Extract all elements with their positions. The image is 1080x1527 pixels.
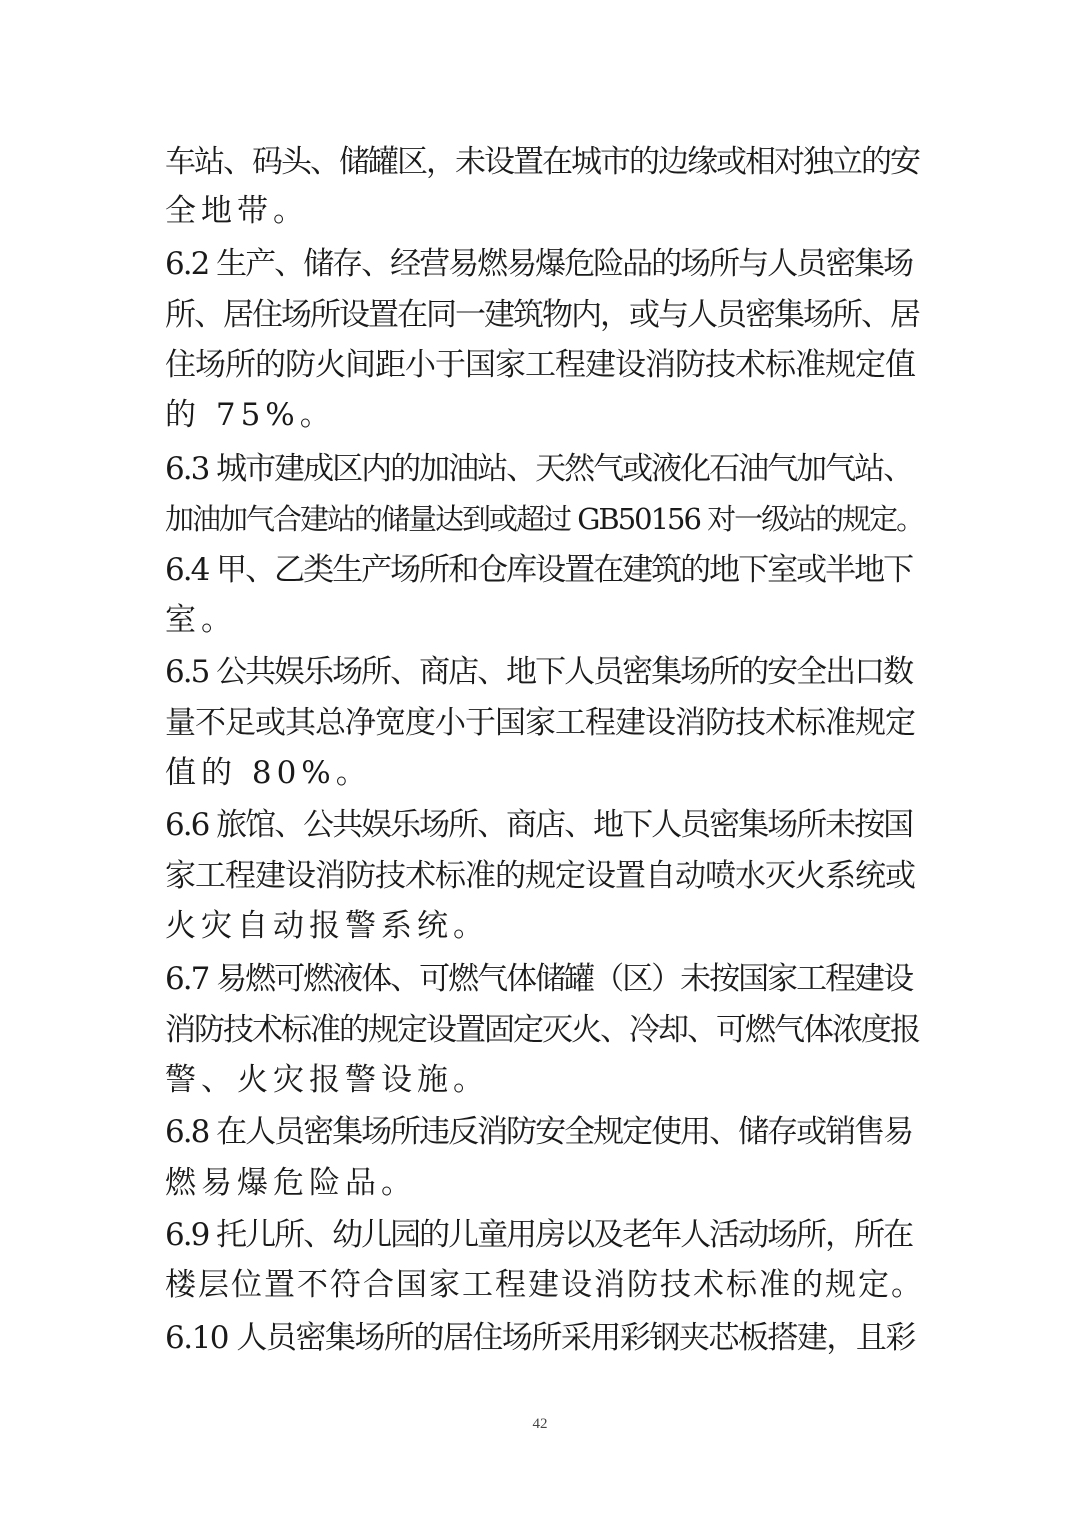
text-line: 6.10 人员密集场所的居住场所采用彩钢夹芯板搭建，且彩 bbox=[165, 1320, 915, 1356]
text-line: 警、火灾报警设施。 bbox=[165, 1062, 489, 1098]
text-line: 加油加气合建站的储量达到或超过 GB50156 对一级站的规定。 bbox=[165, 502, 924, 536]
text-line: 的 75%。 bbox=[165, 397, 336, 433]
text-line: 住场所的防火间距小于国家工程建设消防技术标准规定值 bbox=[165, 347, 915, 383]
text-line: 值的 80%。 bbox=[165, 755, 372, 791]
text-line: 消防技术标准的规定设置固定灭火、冷却、可燃气体浓度报 bbox=[165, 1012, 919, 1048]
text-line: 室。 bbox=[165, 602, 237, 638]
text-line: 6.4 甲、乙类生产场所和仓库设置在建筑的地下室或半地下 bbox=[165, 552, 913, 588]
text-line: 所、居住场所设置在同一建筑物内，或与人员密集场所、居 bbox=[165, 297, 919, 333]
text-line: 6.3 城市建成区内的加油站、天然气或液化石油气加气站、 bbox=[165, 451, 913, 487]
text-line: 车站、码头、储罐区，未设置在城市的边缘或相对独立的安 bbox=[165, 144, 919, 180]
text-line: 火灾自动报警系统。 bbox=[165, 908, 489, 944]
page-number: 42 bbox=[532, 1416, 548, 1432]
text-line: 6.5 公共娱乐场所、商店、地下人员密集场所的安全出口数 bbox=[165, 654, 913, 690]
text-line: 6.9 托儿所、幼儿园的儿童用房以及老年人活动场所，所在 bbox=[165, 1217, 913, 1253]
text-line: 家工程建设消防技术标准的规定设置自动喷水灭火系统或 bbox=[165, 858, 915, 894]
text-line: 全地带。 bbox=[165, 193, 309, 229]
text-line: 燃易爆危险品。 bbox=[165, 1165, 417, 1201]
text-line: 6.2 生产、储存、经营易燃易爆危险品的场所与人员密集场 bbox=[165, 246, 913, 282]
text-line: 楼层位置不符合国家工程建设消防技术标准的规定。 bbox=[165, 1267, 924, 1303]
text-line: 量不足或其总净宽度小于国家工程建设消防技术标准规定 bbox=[165, 705, 915, 741]
text-line: 6.6 旅馆、公共娱乐场所、商店、地下人员密集场所未按国 bbox=[165, 807, 913, 843]
text-line: 6.8 在人员密集场所违反消防安全规定使用、储存或销售易 bbox=[165, 1114, 913, 1150]
text-line: 6.7 易燃可燃液体、可燃气体储罐（区）未按国家工程建设 bbox=[165, 961, 913, 997]
